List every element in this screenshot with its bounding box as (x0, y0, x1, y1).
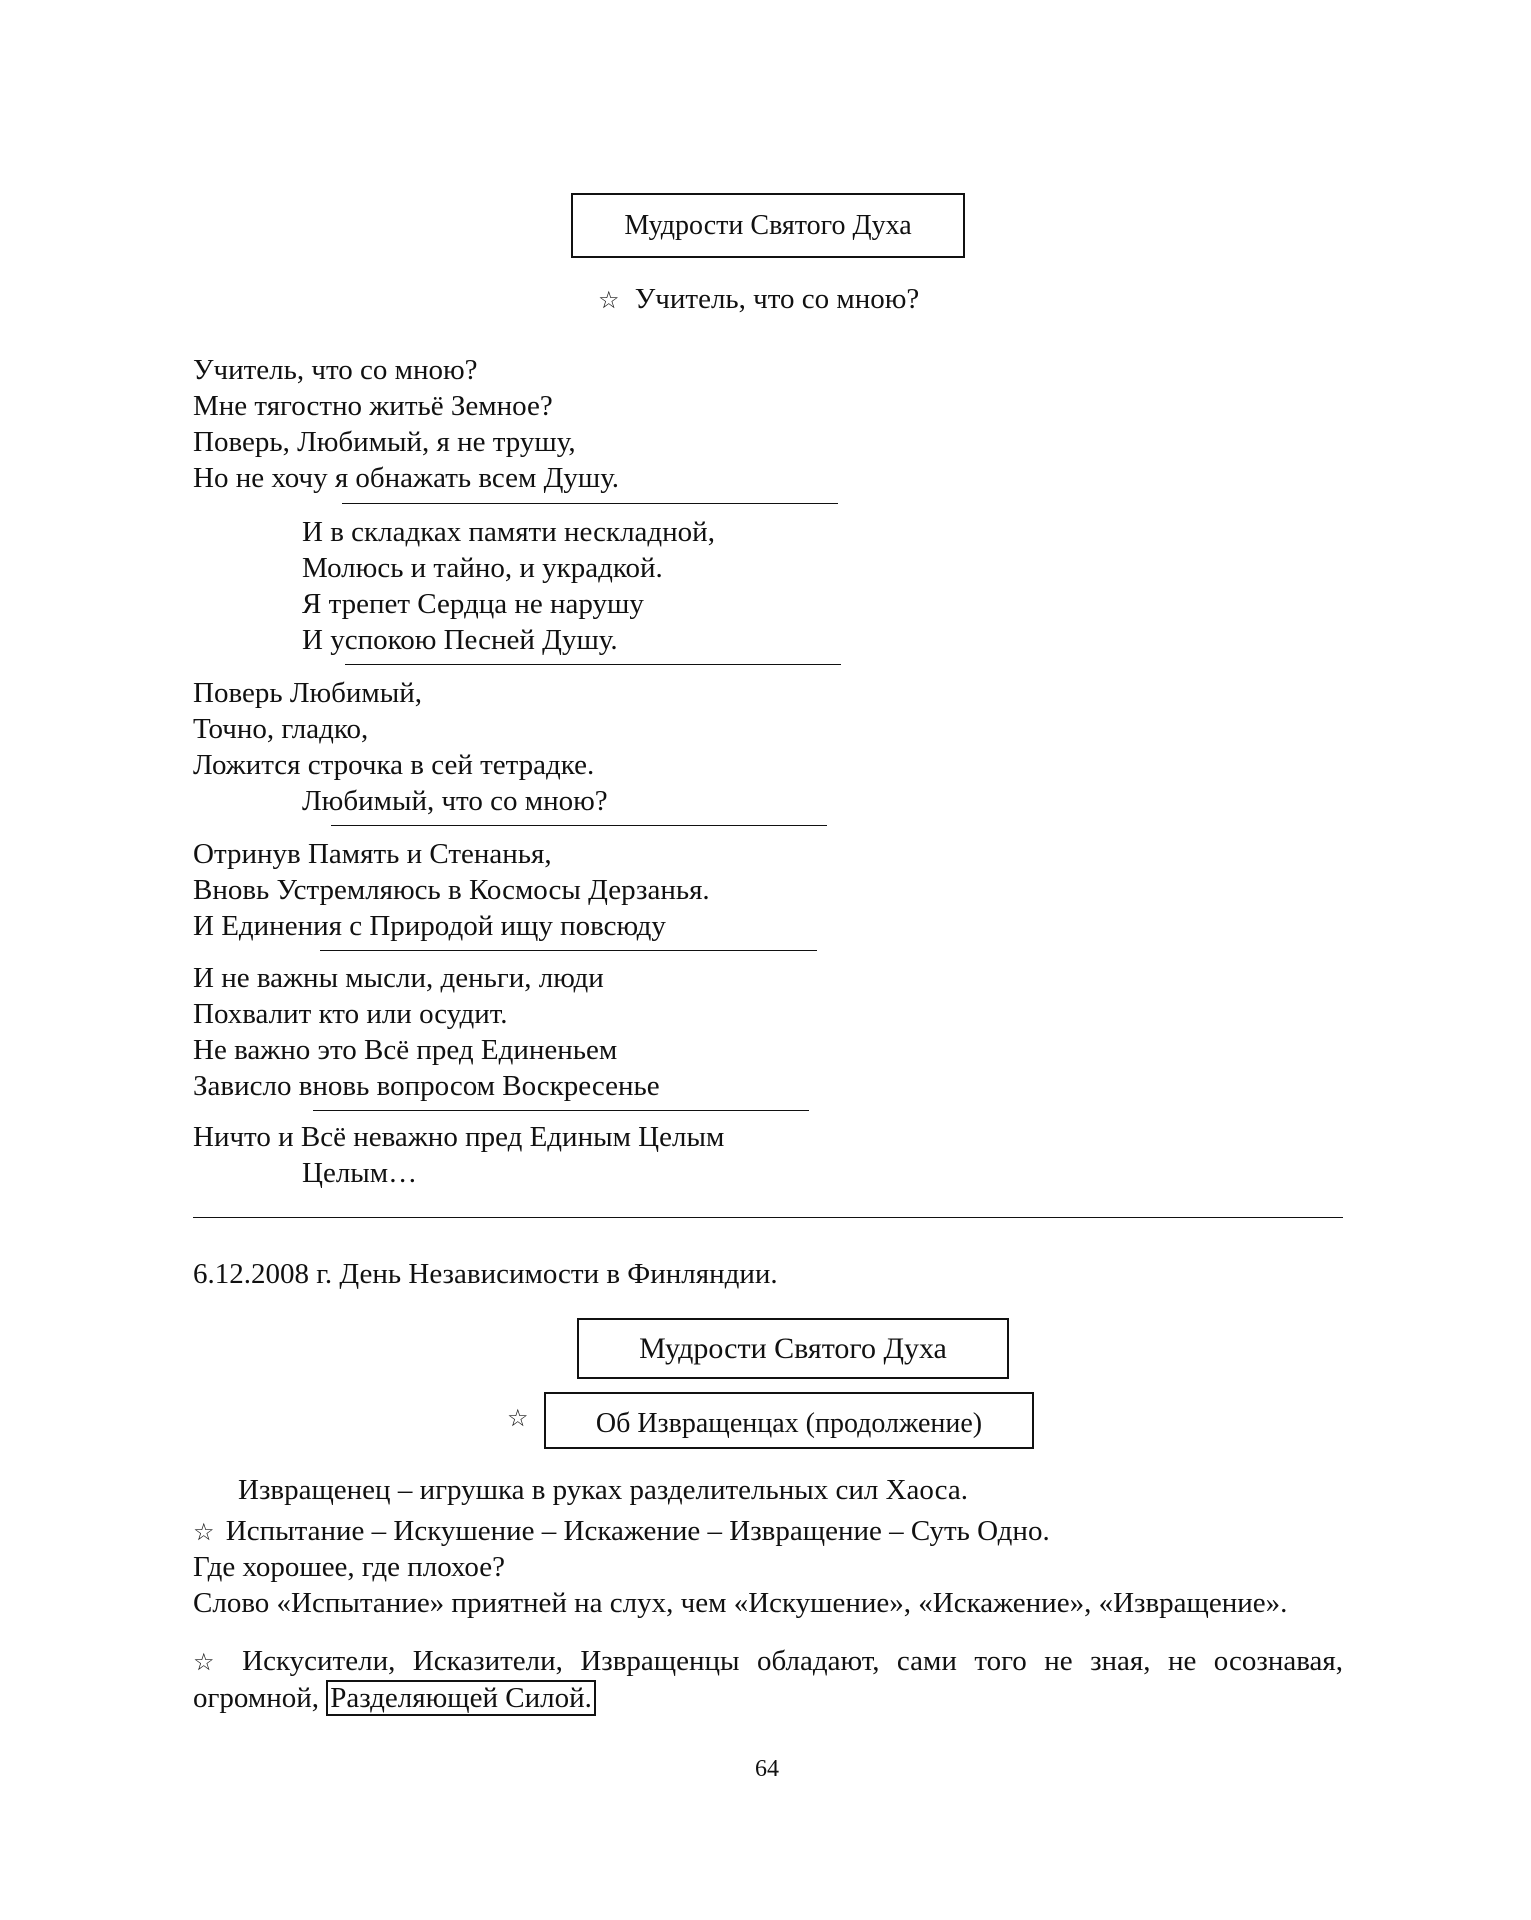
prose-paragraph (193, 1513, 1050, 1550)
stanza-divider (345, 664, 841, 665)
poem-line: Отринув Память и Стенанья, (193, 838, 552, 870)
subtitle-box (544, 1392, 1034, 1449)
poem-line: И успокою Песней Душу. (302, 624, 618, 656)
section-title: Мудрости Святого Духа (639, 1332, 947, 1365)
poem-line: Зависло вновь вопросом Воскресенье (193, 1070, 660, 1102)
poem-line: Целым… (302, 1157, 418, 1189)
star-icon: ☆ (193, 1518, 215, 1546)
stanza-divider (313, 1110, 809, 1111)
boxed-phrase: Разделяющей Силой. (326, 1680, 596, 1716)
poem-line: Молюсь и тайно, и украдкой. (302, 552, 663, 584)
poem-subtitle-text: Учитель, что со мною? (634, 283, 920, 315)
prose-text: Искусители, Исказители, Извращенцы обладают, сами того не зная, не осознавая, огромной, (193, 1645, 1344, 1714)
stanza-divider (331, 825, 827, 826)
prose-paragraph: Где хорошее, где плохое? (193, 1551, 506, 1583)
section-title-box (571, 193, 965, 258)
poem-line: Ложится строчка в сей тетрадке. (193, 749, 595, 781)
star-icon: ☆ (598, 286, 620, 314)
poem-line: Я трепет Сердца не нарушу (302, 588, 644, 620)
section-title: Мудрости Святого Духа (624, 210, 912, 241)
poem-line: Любимый, что со мною? (302, 785, 608, 817)
poem-line: Поверь Любимый, (193, 677, 423, 709)
poem-line: И Единения с Природой ищу повсюду (193, 910, 666, 942)
stanza-divider (320, 950, 817, 951)
stanza-divider (342, 503, 838, 504)
subtitle-box-text: Об Извращенцах (продолжение) (595, 1408, 983, 1439)
poem-line: Точно, гладко, (193, 713, 369, 745)
poem-line: Учитель, что со мною? (193, 354, 478, 386)
poem-line: Не важно это Всё пред Единеньем (193, 1034, 618, 1066)
prose-paragraph (193, 1643, 1343, 1715)
prose-paragraph: Извращенец – игрушка в руках разделительных сил Хаоса. (238, 1474, 968, 1506)
poem-line: И не важны мысли, деньги, люди (193, 962, 604, 994)
poem-line: Вновь Устремляюсь в Космосы Дерзанья. (193, 874, 710, 906)
section-title-box (577, 1318, 1009, 1379)
star-icon: ☆ (193, 1648, 225, 1676)
poem-line: Поверь, Любимый, я не трушу, (193, 426, 576, 458)
prose-text: Испытание – Искушение – Искажение – Извращение – Суть Одно. (225, 1515, 1050, 1547)
poem-line: Ничто и Всё неважно пред Единым Целым (193, 1121, 725, 1153)
poem-line: Похвалит кто или осудит. (193, 998, 508, 1030)
date-line: 6.12.2008 г. День Независимости в Финляндии. (193, 1258, 778, 1290)
poem-line: Но не хочу я обнажать всем Душу. (193, 462, 620, 494)
page-number: 64 (755, 1756, 779, 1782)
poem-line: И в складках памяти нескладной, (302, 516, 715, 548)
poem-line: Мне тягостно житьё Земное? (193, 390, 553, 422)
prose-paragraph: Слово «Испытание» приятней на слух, чем «Искушение», «Искажение», «Извращение». (193, 1587, 1288, 1619)
section-divider (193, 1217, 1343, 1218)
poem-subtitle (598, 281, 919, 318)
star-icon: ☆ (507, 1404, 529, 1432)
